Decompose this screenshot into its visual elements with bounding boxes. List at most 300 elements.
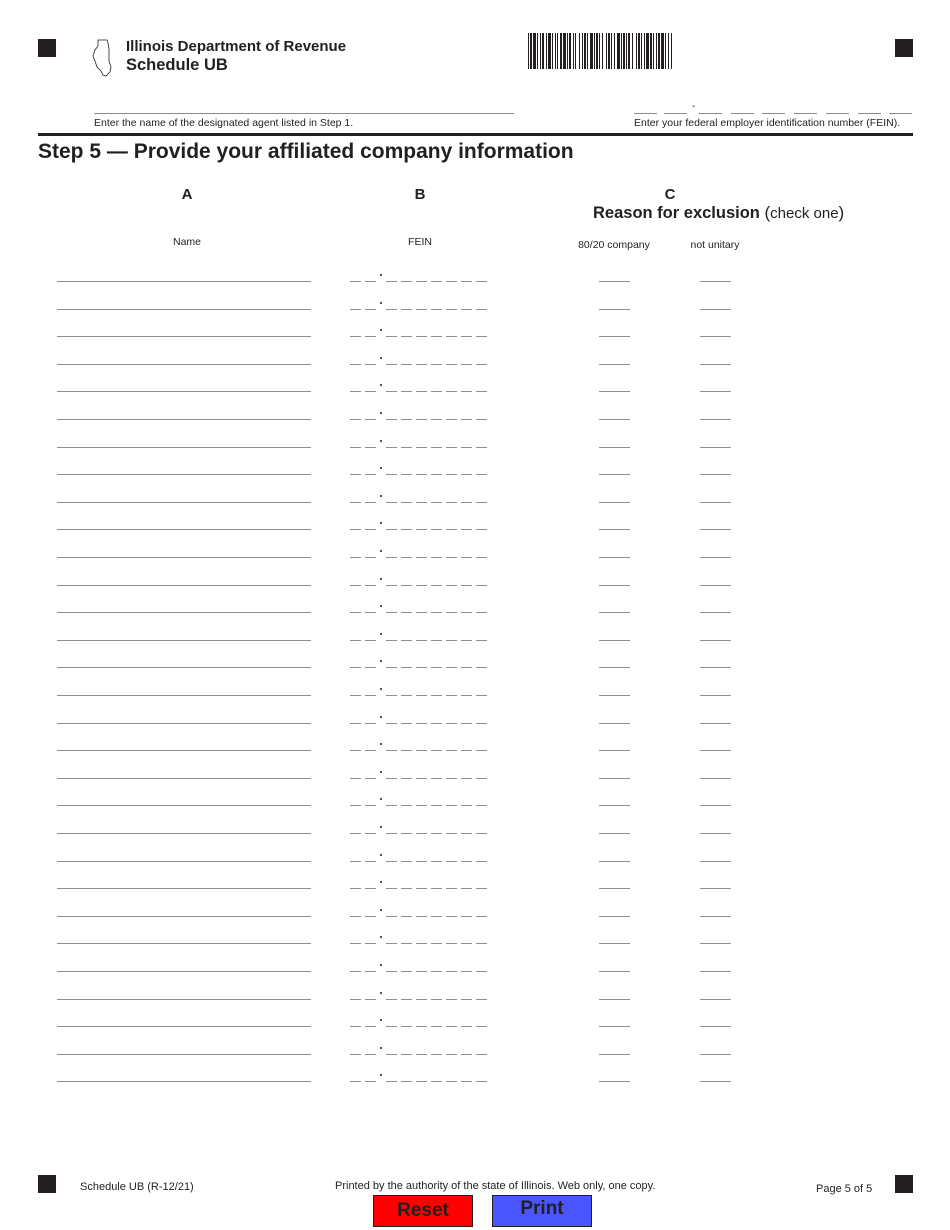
company-name-input[interactable] xyxy=(57,364,311,365)
fein-digit-blank xyxy=(386,805,397,806)
check-8020-company[interactable] xyxy=(599,971,630,972)
check-not-unitary[interactable] xyxy=(700,750,731,751)
company-name-input[interactable] xyxy=(57,502,311,503)
step-title: Step 5 — Provide your affiliated company information xyxy=(38,140,574,163)
fein-digit-blank xyxy=(431,888,442,889)
company-name-input[interactable] xyxy=(57,888,311,889)
check-8020-company[interactable] xyxy=(599,640,630,641)
fein-digit-blank xyxy=(446,612,457,613)
fein-digit-blank xyxy=(386,971,397,972)
table-row xyxy=(0,984,950,1008)
fein-digit-blank xyxy=(365,971,376,972)
fein-digit-blank xyxy=(431,971,442,972)
fein-digit-blank xyxy=(350,833,361,834)
fein-separator xyxy=(380,302,382,304)
company-fein-input[interactable] xyxy=(350,769,492,781)
fein-digit-blank xyxy=(350,723,361,724)
company-name-input[interactable] xyxy=(57,723,311,724)
check-8020-company[interactable] xyxy=(599,750,630,751)
company-fein-input[interactable] xyxy=(350,852,492,864)
fein-digit-blank xyxy=(386,585,397,586)
fein-digit-blank xyxy=(431,861,442,862)
company-name-input[interactable] xyxy=(57,750,311,751)
fein-digit-blank xyxy=(386,1026,397,1027)
fein-digit-blank xyxy=(431,391,442,392)
column-c-option-8020: 80/20 company xyxy=(578,239,650,251)
fein-digit-blank xyxy=(365,612,376,613)
company-name-input[interactable] xyxy=(57,557,311,558)
check-not-unitary[interactable] xyxy=(700,971,731,972)
company-fein-input[interactable] xyxy=(350,990,492,1002)
fein-digit-blank xyxy=(401,805,412,806)
company-name-input[interactable] xyxy=(57,861,311,862)
fein-digit-blank xyxy=(461,557,472,558)
fein-separator xyxy=(380,384,382,386)
fein-digit-blank xyxy=(416,1054,427,1055)
fein-digit-blank xyxy=(386,557,397,558)
check-8020-company[interactable] xyxy=(599,805,630,806)
company-name-input[interactable] xyxy=(57,612,311,613)
fein-digit-blank xyxy=(401,695,412,696)
fein-digit-blank xyxy=(446,943,457,944)
check-not-unitary[interactable] xyxy=(700,723,731,724)
column-c-option-not-unitary: not unitary xyxy=(690,239,740,251)
check-8020-company[interactable] xyxy=(599,778,630,779)
fein-digit-blank xyxy=(664,113,687,114)
check-8020-company[interactable] xyxy=(599,723,630,724)
fein-digit-blank xyxy=(401,447,412,448)
company-name-input[interactable] xyxy=(57,1026,311,1027)
fein-digit-blank xyxy=(699,113,722,114)
fein-digit-blank xyxy=(416,281,427,282)
fein-digit-blank xyxy=(350,667,361,668)
company-fein-input[interactable] xyxy=(350,272,492,284)
check-not-unitary[interactable] xyxy=(700,778,731,779)
fein-digit-blank xyxy=(461,723,472,724)
table-row xyxy=(0,266,950,290)
column-c-letter: C xyxy=(664,186,676,203)
fein-digit-blank xyxy=(461,861,472,862)
fein-digit-blank xyxy=(446,888,457,889)
check-8020-company[interactable] xyxy=(599,585,630,586)
fein-digit-blank xyxy=(476,640,487,641)
fein-separator xyxy=(380,495,382,497)
check-not-unitary[interactable] xyxy=(700,861,731,862)
fein-digit-blank xyxy=(461,1054,472,1055)
fein-digit-blank xyxy=(386,474,397,475)
fein-digit-blank xyxy=(461,667,472,668)
fein-separator xyxy=(380,660,382,662)
fein-digit-blank xyxy=(416,943,427,944)
company-fein-input[interactable] xyxy=(350,658,492,670)
company-name-input[interactable] xyxy=(57,805,311,806)
company-fein-input[interactable] xyxy=(350,962,492,974)
company-name-input[interactable] xyxy=(57,1081,311,1082)
company-name-input[interactable] xyxy=(57,309,311,310)
check-not-unitary[interactable] xyxy=(700,1081,731,1082)
check-not-unitary[interactable] xyxy=(700,695,731,696)
company-fein-input[interactable] xyxy=(350,907,492,919)
fein-digit-blank xyxy=(365,585,376,586)
fein-digit-blank xyxy=(386,943,397,944)
check-not-unitary[interactable] xyxy=(700,364,731,365)
fein-digit-blank xyxy=(476,557,487,558)
check-8020-company[interactable] xyxy=(599,529,630,530)
company-name-input[interactable] xyxy=(57,529,311,530)
fein-digit-blank xyxy=(476,612,487,613)
check-8020-company[interactable] xyxy=(599,281,630,282)
fein-digit-blank xyxy=(461,419,472,420)
check-8020-company[interactable] xyxy=(599,309,630,310)
check-not-unitary[interactable] xyxy=(700,833,731,834)
fein-separator xyxy=(380,274,382,276)
check-8020-company[interactable] xyxy=(599,391,630,392)
company-name-input[interactable] xyxy=(57,943,311,944)
check-8020-company[interactable] xyxy=(599,364,630,365)
fein-digit-blank xyxy=(446,750,457,751)
table-row xyxy=(0,680,950,704)
fein-digit-blank xyxy=(401,585,412,586)
fein-digit-blank xyxy=(416,447,427,448)
reset-button[interactable]: Reset xyxy=(373,1195,473,1227)
company-fein-input[interactable] xyxy=(350,438,492,450)
fein-digit-blank xyxy=(386,1054,397,1055)
company-fein-input[interactable] xyxy=(350,741,492,753)
print-button[interactable]: Print xyxy=(492,1195,592,1227)
fein-digit-blank xyxy=(461,1081,472,1082)
fein-separator xyxy=(380,357,382,359)
fein-digit-blank xyxy=(446,916,457,917)
check-not-unitary[interactable] xyxy=(700,943,731,944)
fein-label: Enter your federal employer identification number (FEIN). xyxy=(634,117,901,129)
fein-digit-blank xyxy=(431,585,442,586)
company-fein-input[interactable] xyxy=(350,1017,492,1029)
check-8020-company[interactable] xyxy=(599,1081,630,1082)
company-name-input[interactable] xyxy=(57,778,311,779)
fein-digit-blank xyxy=(401,309,412,310)
fein-digit-blank xyxy=(401,943,412,944)
fein-digit-blank xyxy=(431,557,442,558)
company-name-input[interactable] xyxy=(57,585,311,586)
company-fein-input[interactable] xyxy=(350,300,492,312)
fein-digit-blank xyxy=(416,502,427,503)
fein-digit-blank xyxy=(401,391,412,392)
check-not-unitary[interactable] xyxy=(700,474,731,475)
check-8020-company[interactable] xyxy=(599,419,630,420)
check-not-unitary[interactable] xyxy=(700,309,731,310)
check-8020-company[interactable] xyxy=(599,1026,630,1027)
table-row xyxy=(0,349,950,373)
fein-digit-blank xyxy=(386,447,397,448)
check-8020-company[interactable] xyxy=(599,1054,630,1055)
company-name-input[interactable] xyxy=(57,667,311,668)
fein-digit-blank xyxy=(431,805,442,806)
company-fein-input[interactable] xyxy=(350,548,492,560)
fein-separator: - xyxy=(692,101,696,112)
check-8020-company[interactable] xyxy=(599,833,630,834)
check-8020-company[interactable] xyxy=(599,336,630,337)
check-8020-company[interactable] xyxy=(599,502,630,503)
company-fein-input[interactable] xyxy=(350,493,492,505)
company-name-input[interactable] xyxy=(57,916,311,917)
fein-digit-blank xyxy=(476,695,487,696)
check-not-unitary[interactable] xyxy=(700,557,731,558)
reason-title-text: Reason for exclusion xyxy=(593,204,760,222)
fein-digit-blank xyxy=(365,281,376,282)
fein-digit-blank xyxy=(350,447,361,448)
fein-digit-blank xyxy=(365,502,376,503)
fein-digit-blank xyxy=(431,529,442,530)
agency-name: Illinois Department of Revenue xyxy=(126,38,347,55)
fein-separator xyxy=(380,1047,382,1049)
company-fein-input[interactable] xyxy=(350,934,492,946)
fein-digit-blank xyxy=(350,474,361,475)
check-not-unitary[interactable] xyxy=(700,1054,731,1055)
fein-digit-blank xyxy=(446,364,457,365)
company-fein-input[interactable] xyxy=(350,824,492,836)
fein-digit-blank xyxy=(431,502,442,503)
fein-digit-blank xyxy=(461,999,472,1000)
fein-digit-blank xyxy=(826,113,849,114)
company-name-input[interactable] xyxy=(57,336,311,337)
company-name-input[interactable] xyxy=(57,971,311,972)
check-not-unitary[interactable] xyxy=(700,529,731,530)
fein-digit-blank xyxy=(446,447,457,448)
table-row xyxy=(0,901,950,925)
fein-digit-blank xyxy=(401,1026,412,1027)
check-not-unitary[interactable] xyxy=(700,916,731,917)
check-8020-company[interactable] xyxy=(599,916,630,917)
table-row xyxy=(0,818,950,842)
company-fein-input[interactable] xyxy=(350,1045,492,1057)
fein-digit-blank xyxy=(446,999,457,1000)
fein-digit-blank xyxy=(476,364,487,365)
fein-digit-blank xyxy=(476,419,487,420)
fein-digit-blank xyxy=(350,861,361,862)
company-name-input[interactable] xyxy=(57,391,311,392)
check-not-unitary[interactable] xyxy=(700,612,731,613)
table-row xyxy=(0,404,950,428)
table-row xyxy=(0,570,950,594)
fein-digit-blank xyxy=(476,888,487,889)
agent-name-input[interactable] xyxy=(94,113,514,114)
check-not-unitary[interactable] xyxy=(700,502,731,503)
fein-digit-blank xyxy=(446,502,457,503)
check-8020-company[interactable] xyxy=(599,474,630,475)
fein-digit-blank xyxy=(386,529,397,530)
check-8020-company[interactable] xyxy=(599,447,630,448)
fein-digit-blank xyxy=(386,778,397,779)
fein-digit-blank xyxy=(476,778,487,779)
fein-digit-blank xyxy=(889,113,912,114)
fein-digit-blank xyxy=(431,778,442,779)
fein-digit-blank xyxy=(416,695,427,696)
check-not-unitary[interactable] xyxy=(700,640,731,641)
company-name-input[interactable] xyxy=(57,419,311,420)
page-number: Page 5 of 5 xyxy=(816,1183,873,1195)
fein-digit-blank xyxy=(365,916,376,917)
fein-input[interactable] xyxy=(634,100,912,114)
fein-separator xyxy=(380,1019,382,1021)
fein-digit-blank xyxy=(431,309,442,310)
fein-digit-blank xyxy=(476,281,487,282)
company-fein-input[interactable] xyxy=(350,796,492,808)
fein-separator xyxy=(380,440,382,442)
fein-digit-blank xyxy=(476,667,487,668)
fein-digit-blank xyxy=(386,309,397,310)
fein-digit-blank xyxy=(446,971,457,972)
fein-digit-blank xyxy=(386,861,397,862)
fein-digit-blank xyxy=(461,391,472,392)
check-not-unitary[interactable] xyxy=(700,888,731,889)
fein-digit-blank xyxy=(446,1054,457,1055)
fein-digit-blank xyxy=(386,419,397,420)
fein-digit-blank xyxy=(416,861,427,862)
fein-digit-blank xyxy=(350,557,361,558)
fein-digit-blank xyxy=(476,750,487,751)
check-not-unitary[interactable] xyxy=(700,805,731,806)
fein-digit-blank xyxy=(386,999,397,1000)
fein-digit-blank xyxy=(401,778,412,779)
fein-digit-blank xyxy=(446,695,457,696)
fein-digit-blank xyxy=(416,778,427,779)
check-not-unitary[interactable] xyxy=(700,585,731,586)
fein-digit-blank xyxy=(386,750,397,751)
check-8020-company[interactable] xyxy=(599,861,630,862)
company-fein-input[interactable] xyxy=(350,714,492,726)
fein-digit-blank xyxy=(461,1026,472,1027)
fein-digit-blank xyxy=(401,336,412,337)
table-row xyxy=(0,846,950,870)
fein-digit-blank xyxy=(461,640,472,641)
company-fein-input[interactable] xyxy=(350,382,492,394)
fein-digit-blank xyxy=(431,695,442,696)
company-name-input[interactable] xyxy=(57,447,311,448)
company-name-input[interactable] xyxy=(57,640,311,641)
fein-digit-blank xyxy=(416,364,427,365)
fein-digit-blank xyxy=(401,999,412,1000)
company-fein-input[interactable] xyxy=(350,603,492,615)
company-name-input[interactable] xyxy=(57,695,311,696)
check-8020-company[interactable] xyxy=(599,695,630,696)
fein-digit-blank xyxy=(431,447,442,448)
company-fein-input[interactable] xyxy=(350,686,492,698)
check-not-unitary[interactable] xyxy=(700,336,731,337)
fein-digit-blank xyxy=(476,1081,487,1082)
fein-digit-blank xyxy=(431,667,442,668)
company-fein-input[interactable] xyxy=(350,520,492,532)
company-fein-input[interactable] xyxy=(350,327,492,339)
company-name-input[interactable] xyxy=(57,1054,311,1055)
check-8020-company[interactable] xyxy=(599,999,630,1000)
fein-digit-blank xyxy=(461,447,472,448)
fein-digit-blank xyxy=(431,833,442,834)
company-fein-input[interactable] xyxy=(350,465,492,477)
fein-digit-blank xyxy=(416,1081,427,1082)
check-8020-company[interactable] xyxy=(599,612,630,613)
company-fein-input[interactable] xyxy=(350,1072,492,1084)
fein-digit-blank xyxy=(386,1081,397,1082)
fein-digit-blank xyxy=(416,529,427,530)
fein-digit-blank xyxy=(431,999,442,1000)
fein-digit-blank xyxy=(476,833,487,834)
table-row xyxy=(0,514,950,538)
fein-digit-blank xyxy=(476,723,487,724)
fein-digit-blank xyxy=(401,833,412,834)
fein-digit-blank xyxy=(461,336,472,337)
fein-digit-blank xyxy=(401,557,412,558)
fein-digit-blank xyxy=(365,640,376,641)
fein-digit-blank xyxy=(350,336,361,337)
fein-digit-blank xyxy=(386,695,397,696)
check-8020-company[interactable] xyxy=(599,888,630,889)
fein-separator xyxy=(380,550,382,552)
fein-digit-blank xyxy=(350,612,361,613)
check-not-unitary[interactable] xyxy=(700,419,731,420)
fein-digit-blank xyxy=(476,861,487,862)
company-fein-input[interactable] xyxy=(350,879,492,891)
company-fein-input[interactable] xyxy=(350,576,492,588)
fein-digit-blank xyxy=(476,309,487,310)
check-8020-company[interactable] xyxy=(599,557,630,558)
fein-digit-blank xyxy=(461,281,472,282)
check-not-unitary[interactable] xyxy=(700,391,731,392)
fein-digit-blank xyxy=(446,336,457,337)
fein-digit-blank xyxy=(350,640,361,641)
fein-digit-blank xyxy=(461,502,472,503)
table-row xyxy=(0,708,950,732)
company-name-input[interactable] xyxy=(57,833,311,834)
fein-digit-blank xyxy=(386,336,397,337)
check-8020-company[interactable] xyxy=(599,667,630,668)
table-row xyxy=(0,294,950,318)
fein-digit-blank xyxy=(401,502,412,503)
company-fein-input[interactable] xyxy=(350,631,492,643)
fein-digit-blank xyxy=(365,861,376,862)
fein-digit-blank xyxy=(386,888,397,889)
fein-digit-blank xyxy=(476,585,487,586)
fein-digit-blank xyxy=(365,667,376,668)
fein-digit-blank xyxy=(350,391,361,392)
table-row xyxy=(0,376,950,400)
fein-digit-blank xyxy=(476,391,487,392)
company-name-input[interactable] xyxy=(57,281,311,282)
fein-digit-blank xyxy=(416,585,427,586)
check-not-unitary[interactable] xyxy=(700,999,731,1000)
fein-digit-blank xyxy=(461,695,472,696)
company-name-input[interactable] xyxy=(57,474,311,475)
check-not-unitary[interactable] xyxy=(700,667,731,668)
fein-digit-blank xyxy=(386,364,397,365)
check-not-unitary[interactable] xyxy=(700,1026,731,1027)
fein-digit-blank xyxy=(634,113,657,114)
fein-digit-blank xyxy=(461,529,472,530)
company-name-input[interactable] xyxy=(57,999,311,1000)
fein-digit-blank xyxy=(476,529,487,530)
check-not-unitary[interactable] xyxy=(700,447,731,448)
fein-digit-blank xyxy=(416,391,427,392)
fein-digit-blank xyxy=(431,750,442,751)
fein-digit-blank xyxy=(401,667,412,668)
company-fein-input[interactable] xyxy=(350,355,492,367)
table-row xyxy=(0,542,950,566)
print-authority: Printed by the authority of the state of Illinois. Web only, one copy. xyxy=(335,1180,656,1192)
check-not-unitary[interactable] xyxy=(700,281,731,282)
company-fein-input[interactable] xyxy=(350,410,492,422)
fein-digit-blank xyxy=(365,309,376,310)
fein-digit-blank xyxy=(446,281,457,282)
check-8020-company[interactable] xyxy=(599,943,630,944)
